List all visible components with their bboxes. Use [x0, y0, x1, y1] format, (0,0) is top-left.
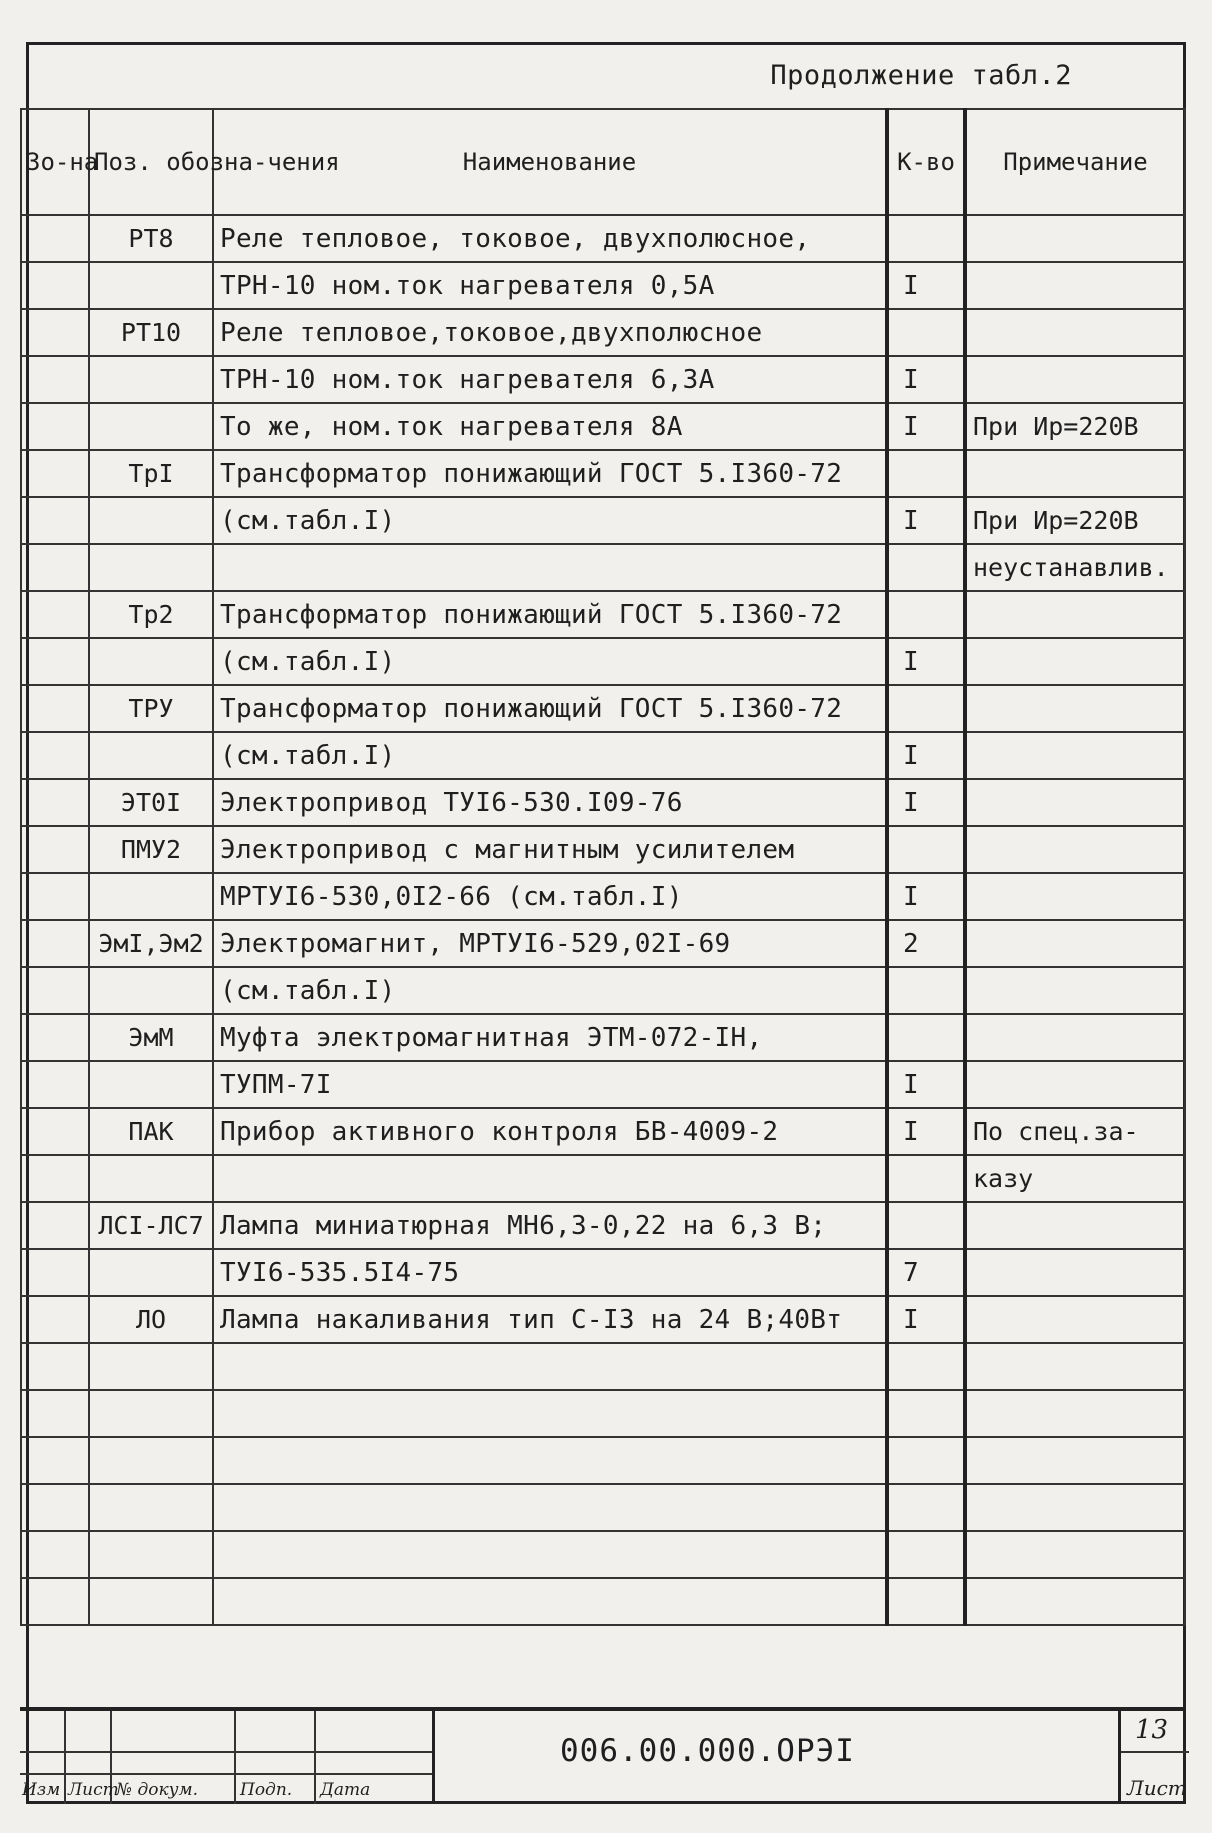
quantity-cell: I	[887, 262, 965, 309]
note-cell	[965, 920, 1185, 967]
name-cell: (см.табл.I)	[213, 967, 887, 1014]
quantity-cell	[887, 544, 965, 591]
position-cell	[89, 1531, 213, 1578]
table-row	[21, 403, 1185, 450]
name-cell: Реле тепловое, токовое, двухполюсное,	[213, 215, 887, 262]
table-row	[21, 1578, 1185, 1625]
name-cell: ТУПМ-7I	[213, 1061, 887, 1108]
label-revision: Изм	[22, 1780, 61, 1800]
position-cell: Тр2	[89, 591, 213, 638]
zone-cell	[21, 779, 89, 826]
zone-cell	[21, 638, 89, 685]
table-row	[21, 1014, 1185, 1061]
note-cell	[965, 1484, 1185, 1531]
quantity-cell: I	[887, 403, 965, 450]
note-cell	[965, 591, 1185, 638]
position-cell	[89, 967, 213, 1014]
note-cell	[965, 1296, 1185, 1343]
table-row	[21, 1437, 1185, 1484]
note-cell	[965, 309, 1185, 356]
note-cell	[965, 873, 1185, 920]
position-cell	[89, 403, 213, 450]
name-cell: Электропривод ТУI6-530.I09-76	[213, 779, 887, 826]
position-cell	[89, 262, 213, 309]
revision-grid	[20, 1711, 432, 1804]
table-row	[21, 1343, 1185, 1390]
zone-cell	[21, 591, 89, 638]
zone-cell	[21, 309, 89, 356]
note-cell: По спец.за-	[965, 1108, 1185, 1155]
name-cell	[213, 1437, 887, 1484]
quantity-cell	[887, 1155, 965, 1202]
zone-cell	[21, 1061, 89, 1108]
header-note: Примечание	[965, 109, 1185, 215]
quantity-cell: I	[887, 1296, 965, 1343]
zone-cell	[21, 1014, 89, 1061]
zone-cell	[21, 1390, 89, 1437]
note-cell	[965, 262, 1185, 309]
quantity-cell: I	[887, 1061, 965, 1108]
table-row	[21, 685, 1185, 732]
zone-cell	[21, 1531, 89, 1578]
name-cell: (см.табл.I)	[213, 497, 887, 544]
zone-cell	[21, 826, 89, 873]
position-cell: ТРУ	[89, 685, 213, 732]
quantity-cell: 7	[887, 1249, 965, 1296]
note-cell	[965, 779, 1185, 826]
table-row	[21, 1390, 1185, 1437]
note-cell	[965, 826, 1185, 873]
position-cell	[89, 1390, 213, 1437]
zone-cell	[21, 1108, 89, 1155]
table-row	[21, 1108, 1185, 1155]
header-name: Наименование	[213, 109, 887, 215]
quantity-cell	[887, 215, 965, 262]
table-row	[21, 1531, 1185, 1578]
quantity-cell	[887, 1437, 965, 1484]
note-cell	[965, 967, 1185, 1014]
position-cell	[89, 1484, 213, 1531]
note-cell	[965, 638, 1185, 685]
label-sheet-col: Лист	[68, 1780, 119, 1800]
note-cell	[965, 732, 1185, 779]
quantity-cell	[887, 1390, 965, 1437]
zone-cell	[21, 732, 89, 779]
table-row	[21, 497, 1185, 544]
zone-cell	[21, 920, 89, 967]
table-row	[21, 309, 1185, 356]
name-cell: Реле тепловое,токовое,двухполюсное	[213, 309, 887, 356]
position-cell: ЭмМ	[89, 1014, 213, 1061]
position-cell	[89, 1343, 213, 1390]
quantity-cell	[887, 1202, 965, 1249]
quantity-cell	[887, 450, 965, 497]
note-cell	[965, 1014, 1185, 1061]
position-cell: ТрI	[89, 450, 213, 497]
table-row	[21, 1296, 1185, 1343]
table-row	[21, 638, 1185, 685]
position-cell: ЭТ0I	[89, 779, 213, 826]
table-row	[21, 1484, 1185, 1531]
note-cell: неустанавлив.	[965, 544, 1185, 591]
position-cell: ЛО	[89, 1296, 213, 1343]
table-row	[21, 356, 1185, 403]
table-row	[21, 215, 1185, 262]
position-cell: ПАК	[89, 1108, 213, 1155]
specification-table	[20, 108, 1186, 1626]
zone-cell	[21, 1484, 89, 1531]
position-cell	[89, 873, 213, 920]
zone-cell	[21, 262, 89, 309]
note-cell	[965, 1437, 1185, 1484]
zone-cell	[21, 1249, 89, 1296]
zone-cell	[21, 1343, 89, 1390]
note-cell	[965, 1249, 1185, 1296]
name-cell	[213, 1390, 887, 1437]
name-cell: ТУI6-535.5I4-75	[213, 1249, 887, 1296]
quantity-cell	[887, 826, 965, 873]
quantity-cell: I	[887, 873, 965, 920]
name-cell: ТРН-10 ном.ток нагревателя 6,3А	[213, 356, 887, 403]
table-row	[21, 1155, 1185, 1202]
position-cell	[89, 1249, 213, 1296]
quantity-cell	[887, 1343, 965, 1390]
name-cell: Лампа миниатюрная МН6,3-0,22 на 6,3 В;	[213, 1202, 887, 1249]
note-cell: При Ир=220В	[965, 497, 1185, 544]
label-signature: Подп.	[240, 1780, 293, 1800]
quantity-cell	[887, 1578, 965, 1625]
name-cell: (см.табл.I)	[213, 638, 887, 685]
zone-cell	[21, 1437, 89, 1484]
table-row	[21, 732, 1185, 779]
note-cell	[965, 685, 1185, 732]
label-date: Дата	[320, 1780, 371, 1800]
note-cell	[965, 356, 1185, 403]
quantity-cell	[887, 967, 965, 1014]
table-row	[21, 779, 1185, 826]
document-number: 006.00.000.ОРЭI	[560, 1733, 855, 1769]
name-cell	[213, 1531, 887, 1578]
position-cell	[89, 1578, 213, 1625]
name-cell: (см.табл.I)	[213, 732, 887, 779]
quantity-cell	[887, 685, 965, 732]
quantity-cell	[887, 1531, 965, 1578]
name-cell	[213, 1343, 887, 1390]
position-cell	[89, 732, 213, 779]
position-cell: РТ10	[89, 309, 213, 356]
title-block	[20, 1707, 1186, 1804]
name-cell: МРТУI6-530,0I2-66 (см.табл.I)	[213, 873, 887, 920]
name-cell: ТРН-10 ном.ток нагревателя 0,5А	[213, 262, 887, 309]
table-row	[21, 591, 1185, 638]
zone-cell	[21, 1155, 89, 1202]
header-quantity: К-во	[887, 109, 965, 215]
note-cell	[965, 1578, 1185, 1625]
quantity-cell: 2	[887, 920, 965, 967]
position-cell	[89, 356, 213, 403]
name-cell: Трансформатор понижающий ГОСТ 5.I360-72	[213, 450, 887, 497]
table-row	[21, 873, 1185, 920]
note-cell	[965, 215, 1185, 262]
name-cell: Электропривод с магнитным усилителем	[213, 826, 887, 873]
note-cell	[965, 1202, 1185, 1249]
name-cell: Электромагнит, МРТУI6-529,02I-69	[213, 920, 887, 967]
table-row	[21, 1061, 1185, 1108]
name-cell: Трансформатор понижающий ГОСТ 5.I360-72	[213, 685, 887, 732]
table-row	[21, 920, 1185, 967]
note-cell	[965, 450, 1185, 497]
name-cell	[213, 1578, 887, 1625]
quantity-cell: I	[887, 638, 965, 685]
quantity-cell: I	[887, 356, 965, 403]
table-row	[21, 544, 1185, 591]
zone-cell	[21, 544, 89, 591]
name-cell: Прибор активного контроля БВ-4009-2	[213, 1108, 887, 1155]
quantity-cell: I	[887, 779, 965, 826]
continuation-title: Продолжение табл.2	[770, 60, 1072, 91]
position-cell	[89, 1437, 213, 1484]
quantity-cell: I	[887, 732, 965, 779]
table-body	[21, 215, 1185, 1625]
quantity-cell	[887, 309, 965, 356]
header-row	[21, 109, 1185, 215]
table-row	[21, 967, 1185, 1014]
sheet-label: Лист	[1127, 1776, 1187, 1800]
quantity-cell	[887, 1014, 965, 1061]
quantity-cell	[887, 591, 965, 638]
position-cell: РТ8	[89, 215, 213, 262]
zone-cell	[21, 215, 89, 262]
position-cell	[89, 638, 213, 685]
position-cell	[89, 1061, 213, 1108]
quantity-cell: I	[887, 497, 965, 544]
note-cell	[965, 1061, 1185, 1108]
name-cell	[213, 544, 887, 591]
name-cell: То же, ном.ток нагревателя 8А	[213, 403, 887, 450]
sheet-box	[1118, 1711, 1189, 1804]
zone-cell	[21, 873, 89, 920]
name-cell: Трансформатор понижающий ГОСТ 5.I360-72	[213, 591, 887, 638]
zone-cell	[21, 967, 89, 1014]
zone-cell	[21, 685, 89, 732]
name-cell: Лампа накаливания тип С-I3 на 24 В;40Вт	[213, 1296, 887, 1343]
zone-cell	[21, 1578, 89, 1625]
zone-cell	[21, 1202, 89, 1249]
table-row	[21, 450, 1185, 497]
quantity-cell: I	[887, 1108, 965, 1155]
position-cell: ЛСI-ЛС7	[89, 1202, 213, 1249]
table-row	[21, 262, 1185, 309]
zone-cell	[21, 356, 89, 403]
note-cell	[965, 1343, 1185, 1390]
table-row	[21, 826, 1185, 873]
note-cell	[965, 1390, 1185, 1437]
position-cell	[89, 1155, 213, 1202]
position-cell: ЭмI,Эм2	[89, 920, 213, 967]
zone-cell	[21, 450, 89, 497]
note-cell: При Ир=220В	[965, 403, 1185, 450]
position-cell	[89, 497, 213, 544]
label-document: № докум.	[116, 1780, 199, 1800]
position-cell	[89, 544, 213, 591]
table-row	[21, 1249, 1185, 1296]
zone-cell	[21, 403, 89, 450]
table-row	[21, 1202, 1185, 1249]
header-zone: Зо-на	[21, 109, 89, 215]
note-cell: казу	[965, 1155, 1185, 1202]
name-cell: Муфта электромагнитная ЭТМ-072-IН,	[213, 1014, 887, 1061]
zone-cell	[21, 1296, 89, 1343]
position-cell: ПМУ2	[89, 826, 213, 873]
zone-cell	[21, 497, 89, 544]
quantity-cell	[887, 1484, 965, 1531]
name-cell	[213, 1155, 887, 1202]
sheet-number: 13	[1135, 1715, 1169, 1745]
header-position: Поз. обозна-чения	[89, 109, 213, 215]
name-cell	[213, 1484, 887, 1531]
note-cell	[965, 1531, 1185, 1578]
